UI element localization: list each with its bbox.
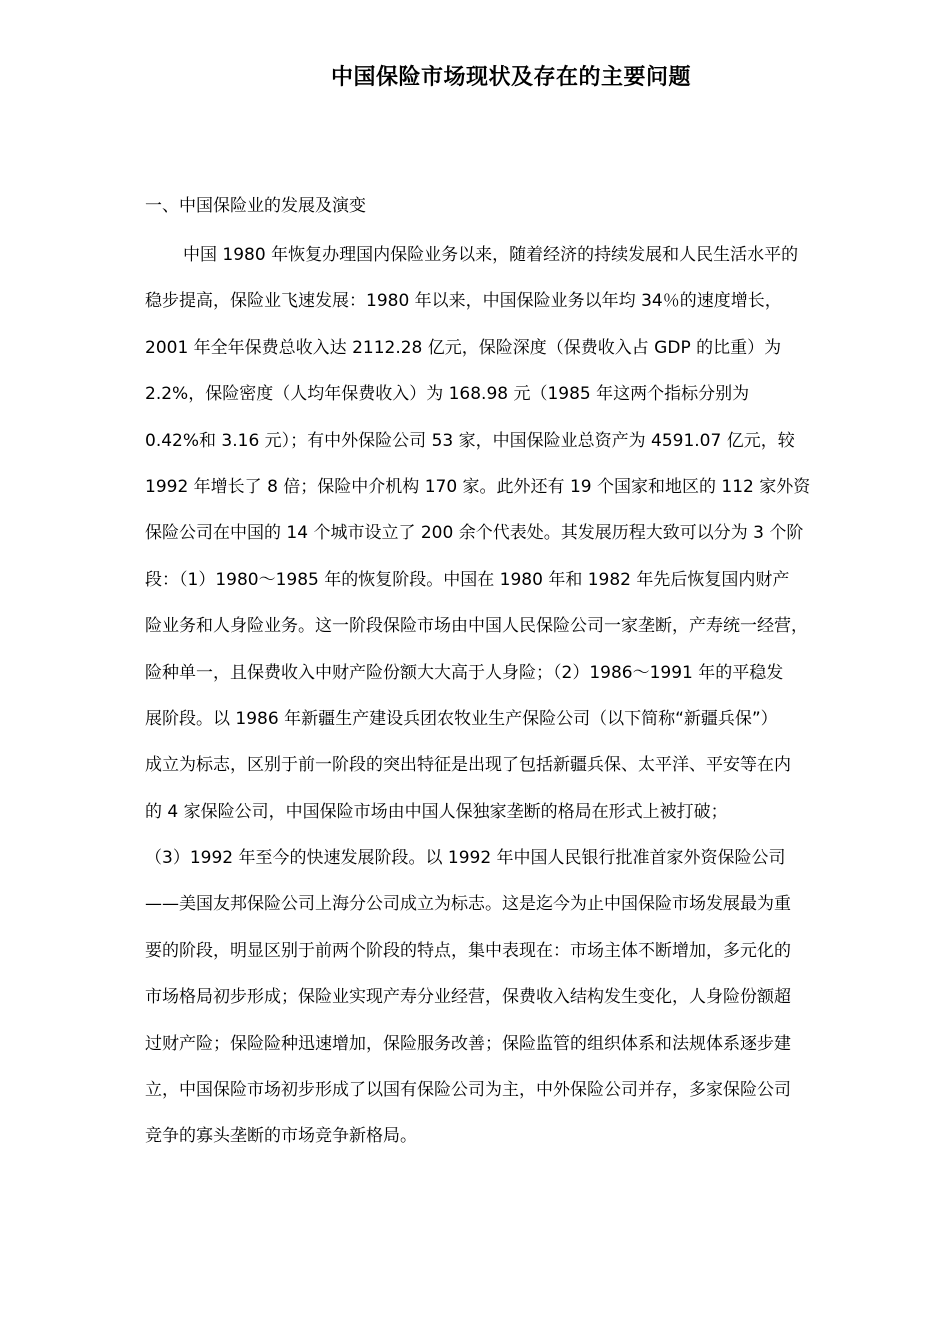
body-paragraph (145, 232, 885, 1160)
text-line: 2.2%，保险密度（人均年保费收入）为 168.98 元（1985 年这两个指标分别为 (145, 384, 750, 405)
text-line: 竞争的寡头垄断的市场竞争新格局。 (145, 1126, 417, 1147)
text-line: 险种单一，且保费收入中财产险份额大大高于人身险；（2）1986～1991 年的平稳发 (145, 662, 784, 683)
section-heading: 一、中国保险业的发展及演变 (145, 196, 366, 216)
text-line: 段：（1）1980～1985 年的恢复阶段。中国在 1980 年和 1982 年先后恢复国内财产 (145, 569, 790, 590)
text-line: 立，中国保险市场初步形成了以国有保险公司为主，中外保险公司并存，多家保险公司 (145, 1080, 791, 1101)
text-line: 的 4 家保险公司，中国保险市场由中国人保独家垄断的格局在形式上被打破； (145, 801, 728, 822)
text-line: 展阶段。以 1986 年新疆生产建设兵团农牧业生产保险公司（以下简称“新疆兵保”） (145, 708, 778, 729)
text-line: 中国 1980 年恢复办理国内保险业务以来，随着经济的持续发展和人民生活水平的 (183, 245, 799, 265)
text-line: ——美国友邦保险公司上海分公司成立为标志。这是迄今为止中国保险市场发展最为重 (145, 894, 791, 915)
text-line: （3）1992 年至今的快速发展阶段。以 1992 年中国人民银行批准首家外资保险公司 (145, 848, 786, 869)
text-line: 市场格局初步形成；保险业实现产寿分业经营，保费收入结构发生变化，人身险份额超 (145, 987, 791, 1008)
text-line: 成立为标志，区别于前一阶段的突出特征是出现了包括新疆兵保、太平洋、平安等在内 (145, 755, 791, 776)
document-title: 中国保险市场现状及存在的主要问题 (330, 65, 691, 90)
text-line: 稳步提高，保险业飞速发展：1980 年以来，中国保险业务以年均 34％的速度增长， (145, 291, 782, 312)
text-line: 2001 年全年保费总收入达 2112.28 亿元，保险深度（保费收入占 GDP 的比重）为 (145, 337, 782, 358)
text-line: 1992 年增长了 8 倍；保险中介机构 170 家。此外还有 19 个国家和地区的 112 家外资 (145, 476, 811, 497)
text-line: 0.42%和 3.16 元）；有中外保险公司 53 家，中国保险业总资产为 4591.07 亿元，较 (145, 430, 795, 451)
text-line: 要的阶段，明显区别于前两个阶段的特点，集中表现在：市场主体不断增加，多元化的 (145, 940, 791, 961)
text-line: 保险公司在中国的 14 个城市设立了 200 余个代表处。其发展历程大致可以分为 3 个阶 (145, 523, 804, 544)
text-line: 险业务和人身险业务。这一阶段保险市场由中国人民保险公司一家垄断，产寿统一经营， (145, 616, 808, 637)
text-line: 过财产险；保险险种迅速增加，保险服务改善；保险监管的组织体系和法规体系逐步建 (145, 1033, 791, 1054)
